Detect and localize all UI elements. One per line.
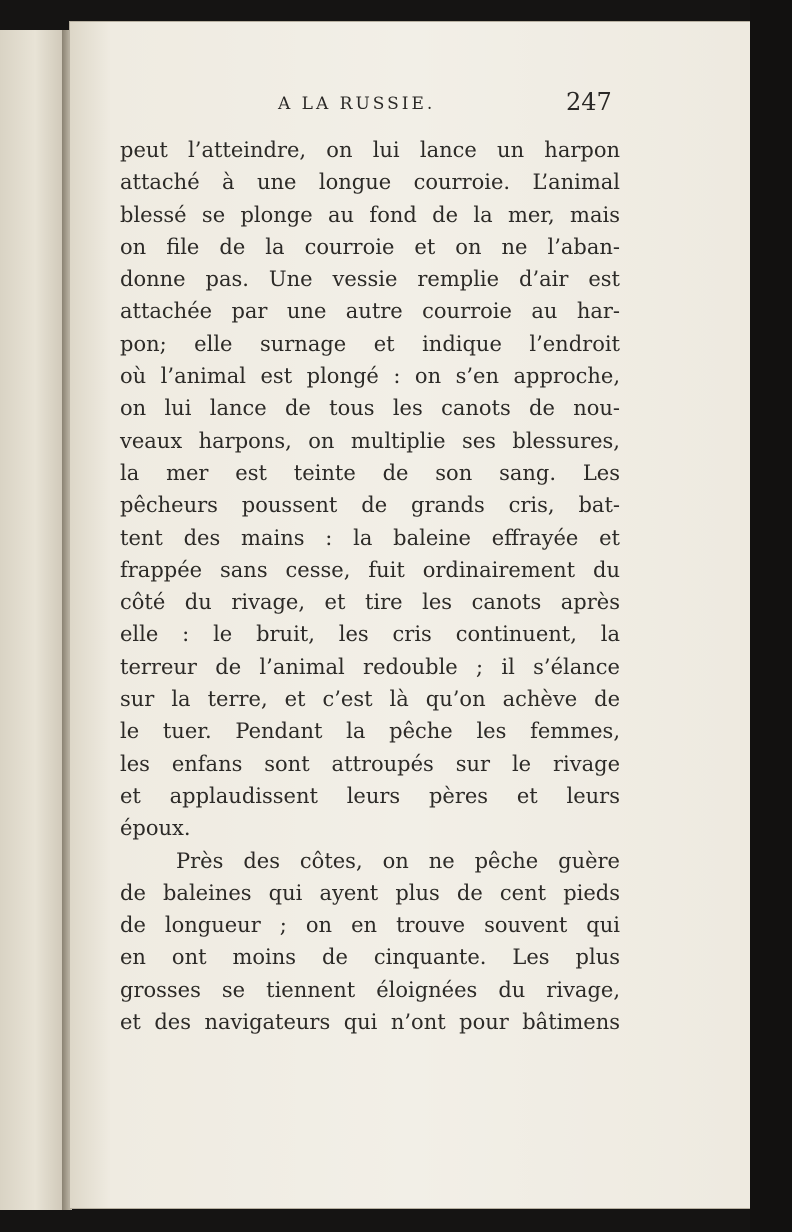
text-line: on lui lance de tous les canots de nou- xyxy=(120,396,620,421)
text-line: elle : le bruit, les cris continuent, la xyxy=(120,622,620,647)
text-line: où l’animal est plongé : on s’en approche, xyxy=(120,364,620,389)
background-edge xyxy=(750,0,792,1232)
text-line: attachée par une autre courroie au har- xyxy=(120,299,620,324)
text-line: pêcheurs poussent de grands cris, bat- xyxy=(120,493,620,518)
text-line: frappée sans cesse, fuit ordinairement du xyxy=(120,557,620,582)
paragraph-end-line: époux. xyxy=(120,816,191,841)
running-head: A LA RUSSIE. xyxy=(278,94,436,114)
text-line: la mer est teinte de son sang. Les xyxy=(120,460,620,485)
text-line: côté du rivage, et tire les canots après xyxy=(120,590,620,615)
paragraph-start-line: Près des côtes, on ne pêche guère xyxy=(176,848,620,873)
text-line: on file de la courroie et on ne l’aban- xyxy=(120,234,620,259)
text-line: terreur de l’animal redouble ; il s’élance xyxy=(120,654,620,679)
text-line: peut l’atteindre, on lui lance un harpon xyxy=(120,138,620,162)
page-number: 247 xyxy=(566,88,612,116)
text-line: attaché à une longue courroie. L’animal xyxy=(120,170,620,195)
text-line: de longueur ; on en trouve souvent qui xyxy=(120,913,620,938)
text-line: en ont moins de cinquante. Les plus xyxy=(120,945,620,970)
text-line: grosses se tiennent éloignées du rivage, xyxy=(120,977,620,1002)
text-line: blessé se plonge au fond de la mer, mais xyxy=(120,202,620,227)
facing-page-edge xyxy=(0,30,65,1210)
text-line: veaux harpons, on multiplie ses blessures, xyxy=(120,428,620,453)
body-text xyxy=(120,134,620,1038)
text-line: les enfans sont attroupés sur le rivage xyxy=(120,751,620,776)
text-line: donne pas. Une vessie remplie d’air est xyxy=(120,267,620,292)
text-line: et applaudissent leurs pères et leurs xyxy=(120,783,620,808)
text-line: pon; elle surnage et indique l’endroit xyxy=(120,331,620,356)
text-line: le tuer. Pendant la pêche les femmes, xyxy=(120,719,620,744)
text-line: sur la terre, et c’est là qu’on achève de xyxy=(120,687,620,712)
text-line: tent des mains : la baleine effrayée et xyxy=(120,525,620,550)
text-line: et des navigateurs qui n’ont pour bâtimens xyxy=(120,1010,620,1035)
text-line: de baleines qui ayent plus de cent pieds xyxy=(120,880,620,905)
